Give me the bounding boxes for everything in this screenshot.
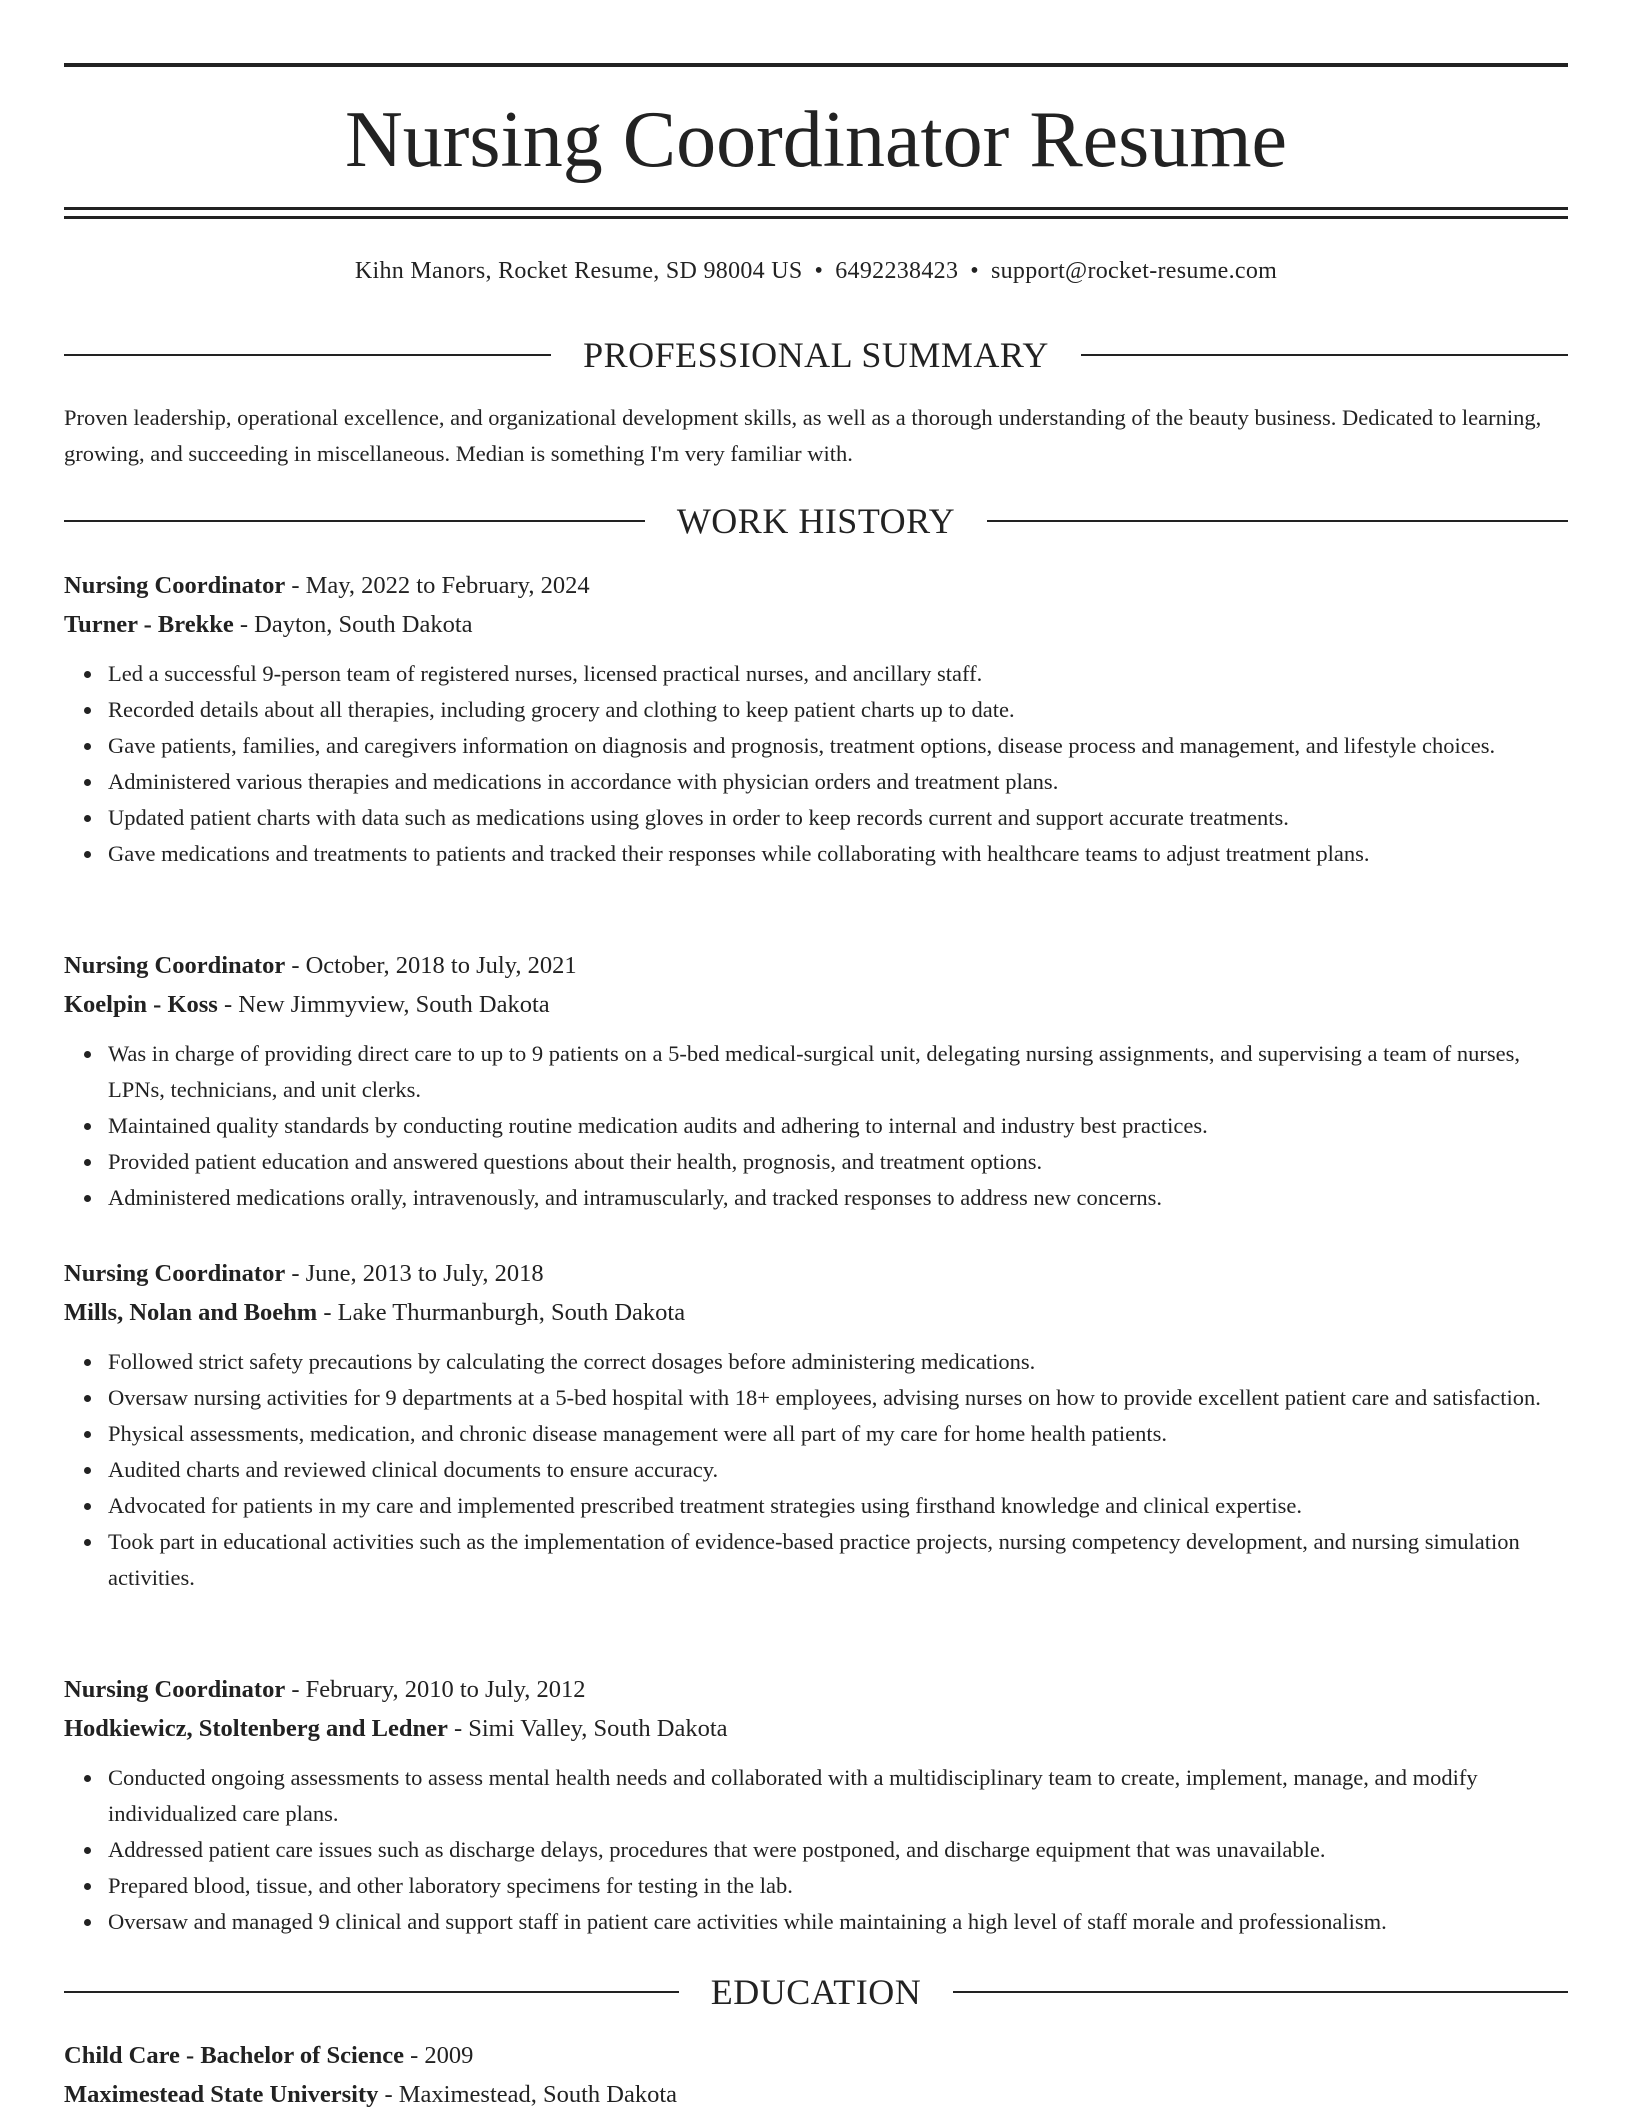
section-rule (64, 354, 551, 356)
job-bullets (64, 1760, 1568, 1940)
summary-text: Proven leadership, operational excellence, and organizational development skills, as well as a thorough understanding of the beauty business. Dedicated to learning, growing, and succeeding in miscellaneous. Median is something I'm very familiar with. (64, 405, 1542, 466)
job-company: Hodkiewicz, Stoltenberg and Ledner (64, 1715, 448, 1742)
list-item: Addressed patient care issues such as discharge delays, procedures that were postponed, and discharge equipment that was unavailable. (108, 1832, 1568, 1868)
job-title: Nursing Coordinator (64, 952, 286, 979)
list-item: Administered medications orally, intravenously, and intramuscularly, and tracked responses to address new concerns. (108, 1180, 1568, 1216)
job-dates: - June, 2013 to July, 2018 (285, 1260, 544, 1287)
job-title-line (64, 1254, 1568, 1293)
education-degree-line (64, 2036, 1568, 2075)
section-title: EDUCATION (710, 1972, 922, 2012)
job-entry (64, 1670, 1568, 1940)
job-title: Nursing Coordinator (64, 1260, 286, 1287)
contact-separator: • (970, 258, 979, 284)
job-dates: - February, 2010 to July, 2012 (285, 1676, 586, 1703)
education-year: - 2009 (404, 2042, 474, 2069)
list-item: Oversaw and managed 9 clinical and support staff in patient care activities while maintaining a high level of staff morale and professionalism. (108, 1904, 1568, 1940)
job-company: Mills, Nolan and Boehm (64, 1299, 318, 1326)
job-title-line (64, 946, 1568, 985)
list-item: Led a successful 9-person team of registered nurses, licensed practical nurses, and ancillary staff. (108, 656, 1568, 692)
list-item: Gave patients, families, and caregivers information on diagnosis and prognosis, treatment options, disease process and management, and lifestyle choices. (108, 728, 1568, 764)
top-rule (64, 63, 1568, 67)
section-rule (64, 1991, 679, 1993)
job-title: Nursing Coordinator (64, 1676, 286, 1703)
contact-phone: 6492238423 (835, 258, 959, 284)
job-company-line (64, 985, 1568, 1024)
section-rule (987, 520, 1568, 522)
job-bullets (64, 1344, 1568, 1596)
job-entry (64, 946, 1568, 1216)
title-double-rule (64, 207, 1568, 219)
list-item: Physical assessments, medication, and chronic disease management were all part of my care for home health patients. (108, 1416, 1568, 1452)
job-location: - New Jimmyview, South Dakota (217, 991, 550, 1018)
education-degree: Child Care - Bachelor of Science (64, 2042, 405, 2069)
list-item: Audited charts and reviewed clinical documents to ensure accuracy. (108, 1452, 1568, 1488)
job-dates: - May, 2022 to February, 2024 (285, 572, 590, 599)
job-title-line (64, 1670, 1568, 1709)
job-location: - Dayton, South Dakota (233, 611, 473, 638)
list-item: Oversaw nursing activities for 9 departments at a 5-bed hospital with 18+ employees, advising nurses on how to provide excellent patient care and satisfaction. (108, 1380, 1568, 1416)
job-title: Nursing Coordinator (64, 572, 286, 599)
section-title: PROFESSIONAL SUMMARY (583, 335, 1049, 375)
job-location: - Lake Thurmanburgh, South Dakota (317, 1299, 686, 1326)
job-location: - Simi Valley, South Dakota (447, 1715, 728, 1742)
section-rule (1081, 354, 1568, 356)
list-item: Advocated for patients in my care and implemented prescribed treatment strategies using firsthand knowledge and clinical expertise. (108, 1488, 1568, 1524)
list-item: Administered various therapies and medications in accordance with physician orders and treatment plans. (108, 764, 1568, 800)
contact-address: Kihn Manors, Rocket Resume, SD 98004 US (354, 258, 803, 284)
section-education (64, 1970, 1568, 2014)
resume-page (64, 0, 1568, 2112)
section-rule (64, 520, 645, 522)
job-entry (64, 1254, 1568, 1596)
education-school: Maximestead State University (64, 2081, 379, 2108)
list-item: Was in charge of providing direct care to up to 9 patients on a 5-bed medical-surgical unit, delegating nursing assignments, and supervising a team of nurses, LPNs, technicians, and unit clerks. (108, 1036, 1568, 1108)
section-work-history (64, 499, 1568, 543)
job-dates: - October, 2018 to July, 2021 (285, 952, 577, 979)
list-item: Took part in educational activities such as the implementation of evidence-based practice projects, nursing competency development, and nursing simulation activities. (108, 1524, 1568, 1596)
list-item: Followed strict safety precautions by calculating the correct dosages before administering medications. (108, 1344, 1568, 1380)
list-item: Gave medications and treatments to patients and tracked their responses while collaborating with healthcare teams to adjust treatment plans. (108, 836, 1568, 872)
job-company-line (64, 1709, 1568, 1748)
section-rule (953, 1991, 1568, 1993)
list-item: Provided patient education and answered questions about their health, prognosis, and treatment options. (108, 1144, 1568, 1180)
job-company-line (64, 1293, 1568, 1332)
list-item: Prepared blood, tissue, and other laboratory specimens for testing in the lab. (108, 1868, 1568, 1904)
job-title-line (64, 566, 1568, 605)
job-company: Koelpin - Koss (64, 991, 218, 1018)
job-company-line (64, 605, 1568, 644)
job-bullets (64, 656, 1568, 872)
job-bullets (64, 1036, 1568, 1216)
section-professional-summary (64, 333, 1568, 377)
contact-email: support@rocket-resume.com (990, 258, 1278, 284)
education-location: - Maximestead, South Dakota (378, 2081, 678, 2108)
job-company: Turner - Brekke (64, 611, 234, 638)
contact-separator: • (814, 258, 824, 284)
education-school-line (64, 2075, 1568, 2112)
resume-title: Nursing Coordinator Resume (344, 96, 1288, 184)
list-item: Recorded details about all therapies, including grocery and clothing to keep patient charts up to date. (108, 692, 1568, 728)
job-entry (64, 566, 1568, 872)
section-title: WORK HISTORY (676, 501, 956, 541)
list-item: Conducted ongoing assessments to assess mental health needs and collaborated with a multidisciplinary team to create, implement, manage, and modify individualized care plans. (108, 1760, 1568, 1832)
education-entry (64, 2036, 1568, 2112)
list-item: Updated patient charts with data such as medications using gloves in order to keep records current and support accurate treatments. (108, 800, 1568, 836)
contact-line (64, 254, 1568, 288)
list-item: Maintained quality standards by conducting routine medication audits and adhering to internal and industry best practices. (108, 1108, 1568, 1144)
